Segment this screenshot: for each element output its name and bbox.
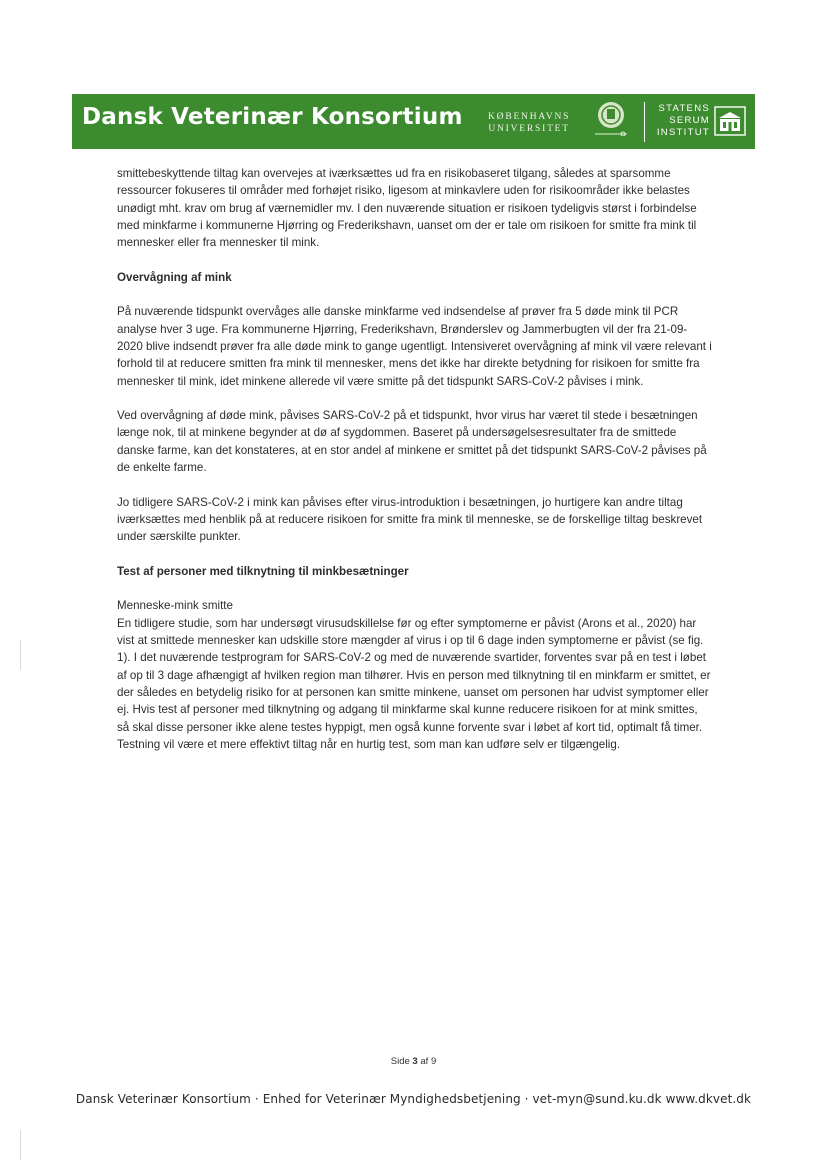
ku-name-line1: KØBENHAVNS bbox=[488, 112, 571, 122]
paragraph: På nuværende tidspunkt overvåges alle danske minkfarme ved indsendelse af prøver fra 5 døde mink til PCR analyse hver 3 uge. Fra kommunerne Hjørring, Frederikshavn, Brønderslev og Jammerbugten vil der fra 21-09-2020 blive indsendt prøver fra alle døde mink to gange ugentligt. Intensiveret overvågning af mink vil være relevant i forhold til at reducere smitten fra mink til mennesker, mens det ikke har direkte betydning for risikoen for smitte fra mennesker til mink, idet minkene allerede vil være smitte på det tidspunkt SARS-CoV-2 påvises i mink. bbox=[117, 305, 712, 388]
ku-logo-text bbox=[488, 111, 570, 135]
paragraph: Ved overvågning af døde mink, påvises SARS-CoV-2 på et tidspunkt, hvor virus har været til stede i besætningen længe nok, til at minkene begynder at dø af sygdommen. Baseret på undersøgelsesresultater fra de smittede danske farme, kan det konstateres, at en stor andel af minkene er smittet på det tidspunkt SARS-CoV-2 påvises på de enkelte farme. bbox=[117, 409, 707, 475]
ssi-name-line1: STATENS bbox=[658, 103, 710, 114]
page-number bbox=[0, 1056, 827, 1067]
ssi-building-icon bbox=[714, 106, 746, 136]
logo-divider bbox=[644, 102, 645, 142]
subheading-menneske-mink: Menneske-mink smitte bbox=[117, 599, 233, 613]
ssi-name-line2: SERUM bbox=[669, 115, 710, 126]
header-banner bbox=[72, 94, 755, 149]
scan-margin-mark bbox=[20, 640, 21, 670]
paragraph: En tidligere studie, som har undersøgt virusudskillelse før og efter symptomerne er påvist (Arons et al., 2020) har vist at smittede mennesker kan udskille store mængder af virus i op til 6 dage inden symptomerne er påvist (se fig. 1). I det nuværende testprogram for SARS-CoV-2 og med de nuværende svartider, forventes svar på en test i løbet af op til 3 dage afhængigt af hvilken region man tilhører. Hvis en person med tilknytning til en minkfarm er smittet, er der således en betydelig risiko for at personen kan smitte minkene, uanset om personen har udvist symptomer eller ej. Hvis test af personer med tilknytning og adgang til minkfarme skal kunne reducere risikoen for at mink smittes, så skal disse personer ikke alene testes hyppigt, men også kunne forvente svar i løbet af kort tid, optimalt få timer. Testning vil være et mere effektivt tiltag når en hurtig test, som man kan udføre selv er tilgængelig. bbox=[117, 616, 711, 751]
section-heading-overvaagning: Overvågning af mink bbox=[117, 270, 232, 284]
paragraph: smittebeskyttende tiltag kan overvejes at iværksættes ud fra en risikobaseret tilgang, således at sparsomme ressourcer fokuseres til områder med forhøjet risiko, ligesom at minkavlere uden for risikoområder ikke belastes unødigt mht. krav om brug af værnemidler mv. I den nuværende situation er risikoen tydeligvis størst i forbindelse med minkfarme i kommunerne Hjørring og Frederikshavn, uanset om der er tale om risikoen for smitte fra mink til mennesker eller fra mennesker til mink. bbox=[117, 167, 697, 250]
page-footer: Dansk Veterinær Konsortium · Enhed for Veterinær Myndighedsbetjening · vet-myn@sund.ku.dk www.dkvet.dk bbox=[75, 1092, 752, 1106]
document-body bbox=[117, 165, 712, 753]
section-heading-test-af-personer: Test af personer med tilknytning til minkbesætninger bbox=[117, 564, 409, 578]
paragraph: Jo tidligere SARS-CoV-2 i mink kan påvises efter virus-introduktion i besætningen, jo hurtigere kan andre tiltag iværksættes med henblik på at reducere risikoen for smitte fra mink til menneske, se de forskellige tiltag beskrevet under særskilte punkter. bbox=[117, 495, 703, 544]
ku-name-line2: UNIVERSITET bbox=[488, 124, 570, 134]
page-middle: af bbox=[420, 1056, 429, 1067]
ku-seal-icon bbox=[592, 98, 630, 136]
page-prefix: Side bbox=[390, 1056, 410, 1067]
ssi-name-line3: INSTITUT bbox=[656, 127, 710, 138]
page-current: 3 bbox=[412, 1056, 418, 1067]
page-total: 9 bbox=[430, 1056, 437, 1067]
consortium-title: Dansk Veterinær Konsortium bbox=[82, 104, 463, 130]
scan-margin-mark bbox=[20, 1130, 21, 1160]
ssi-logo-text bbox=[652, 103, 710, 139]
